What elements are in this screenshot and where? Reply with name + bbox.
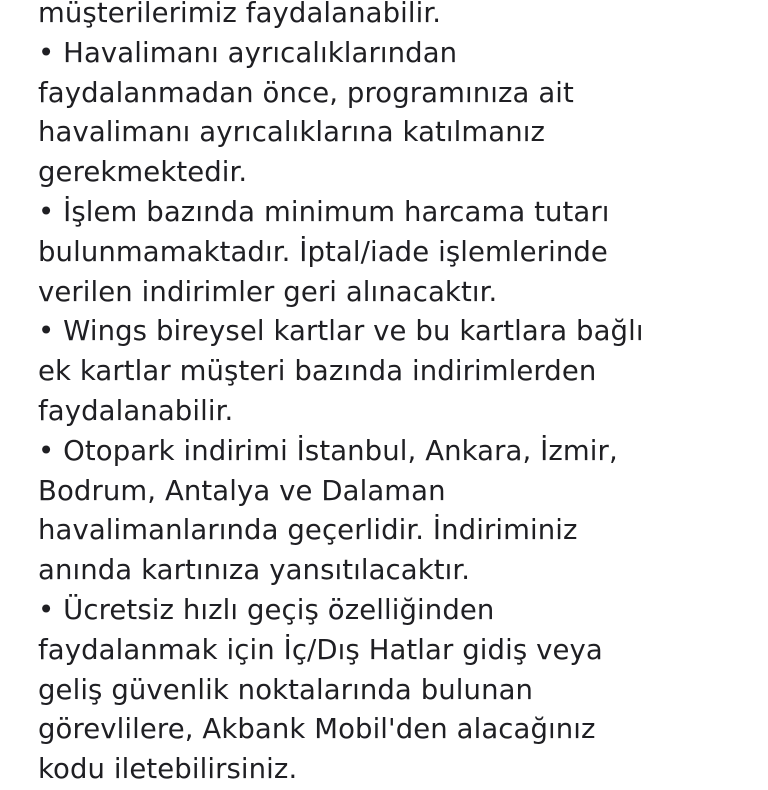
text-line: geliş güvenlik noktalarında bulunan bbox=[38, 673, 534, 706]
text-line: havalimanlarında geçerlidir. İndiriminiz bbox=[38, 514, 578, 547]
text-line: anında kartınıza yansıtılacaktır. bbox=[38, 554, 471, 587]
text-line: havalimanı ayrıcalıklarına katılmanız bbox=[38, 116, 546, 149]
text-line: ek kartlar müşteri bazında indirimlerden bbox=[38, 355, 597, 388]
bullet-line: • Ücretsiz hızlı geçiş özelliğinden bbox=[38, 593, 495, 626]
text-line: verilen indirimler geri alınacaktır. bbox=[38, 275, 498, 308]
text-line: kodu iletebilirsiniz. bbox=[38, 753, 298, 786]
text-line: faydalanmak için İç/Dış Hatlar gidiş veya bbox=[38, 633, 603, 666]
text-line: Bodrum, Antalya ve Dalaman bbox=[38, 474, 446, 507]
bullet-line: • Wings bireysel kartlar ve bu kartlara bağlı bbox=[38, 315, 644, 348]
bullet-line: • Otopark indirimi İstanbul, Ankara, İzmir, bbox=[38, 434, 618, 467]
text-line: faydalanabilir. bbox=[38, 394, 234, 427]
text-line: bulunmamaktadır. İptal/iade işlemlerinde bbox=[38, 235, 608, 268]
terms-text-body bbox=[38, 0, 738, 790]
bullet-line: • İşlem bazında minimum harcama tutarı bbox=[38, 195, 610, 228]
text-line: gerekmektedir. bbox=[38, 156, 248, 189]
bullet-line: • Havalimanı ayrıcalıklarından bbox=[38, 36, 458, 69]
text-line: faydalanmadan önce, programınıza ait bbox=[38, 76, 574, 109]
text-line: müşterilerimiz faydalanabilir. bbox=[38, 0, 442, 29]
text-line: görevlilere, Akbank Mobil'den alacağınız bbox=[38, 713, 596, 746]
